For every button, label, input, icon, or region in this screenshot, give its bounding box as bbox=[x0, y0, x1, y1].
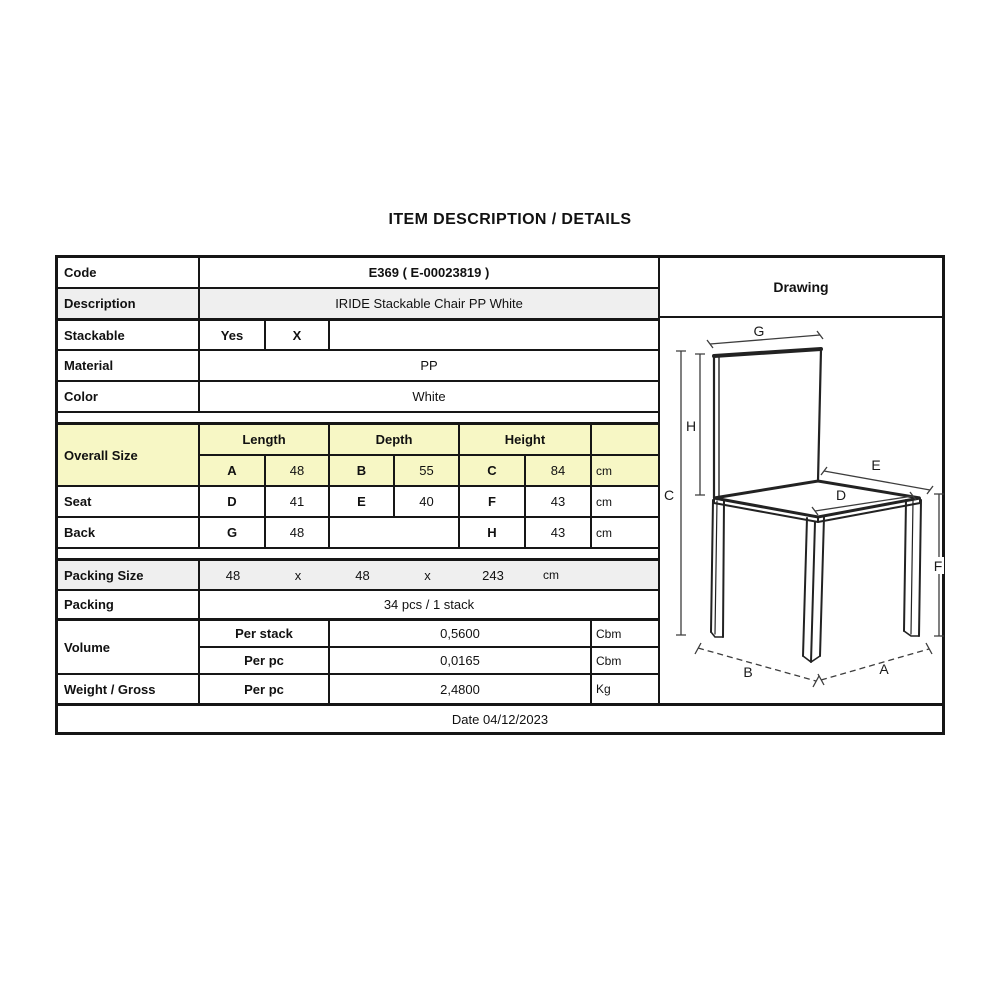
backrest-top-edge bbox=[714, 349, 821, 356]
dim-label-a: A bbox=[879, 661, 889, 677]
packing-value: 34 pcs / 1 stack bbox=[198, 591, 658, 618]
dim-label-h: H bbox=[685, 418, 697, 434]
chair-outline bbox=[711, 349, 921, 662]
leg-right-mid bbox=[911, 501, 913, 634]
overall-c-key: C bbox=[458, 456, 524, 485]
back-h-value: 43 bbox=[524, 518, 590, 547]
packing-size-height: 243 bbox=[482, 567, 504, 583]
leg-right-outer bbox=[904, 500, 906, 631]
back-h-key: H bbox=[458, 518, 524, 547]
row-packing-size bbox=[58, 558, 658, 589]
seat-d-value: 41 bbox=[264, 487, 328, 516]
size-header-depth: Depth bbox=[328, 425, 458, 454]
leg-back-left-foot bbox=[711, 632, 723, 637]
packing-size-unit: cm bbox=[543, 568, 559, 582]
leg-front-mid-edge bbox=[811, 522, 815, 662]
leg-back-left-inner bbox=[723, 500, 724, 637]
packing-size-x1: x bbox=[294, 567, 302, 583]
dim-label-d: D bbox=[835, 487, 847, 503]
seat-label: Seat bbox=[64, 494, 92, 509]
row-material bbox=[58, 349, 658, 380]
drawing-panel bbox=[658, 258, 942, 703]
back-g-value: 48 bbox=[264, 518, 328, 547]
leg-front-right-edge bbox=[820, 517, 824, 656]
leg-right-inner bbox=[919, 500, 921, 636]
row-seat bbox=[58, 485, 658, 516]
row-stackable bbox=[58, 318, 658, 349]
volume-per-stack-value: 0,5600 bbox=[328, 621, 590, 646]
material-label: Material bbox=[64, 358, 114, 373]
stackable-answer: Yes bbox=[198, 321, 264, 349]
seat-d-key: D bbox=[198, 487, 264, 516]
seat-e-key: E bbox=[328, 487, 393, 516]
back-g-key: G bbox=[198, 518, 264, 547]
dim-label-e: E bbox=[871, 457, 881, 473]
seat-unit: cm bbox=[590, 487, 658, 516]
weight-value: 2,4800 bbox=[328, 675, 590, 703]
leg-front-left-edge bbox=[803, 518, 807, 656]
description-value: IRIDE Stackable Chair PP White bbox=[198, 289, 658, 318]
overall-size-label: Overall Size bbox=[58, 422, 198, 485]
back-empty-cell bbox=[328, 518, 458, 547]
description-label: Description bbox=[64, 296, 136, 311]
dim-line-b bbox=[698, 648, 816, 681]
stackable-empty-cell bbox=[328, 321, 658, 349]
back-unit: cm bbox=[590, 518, 658, 547]
row-color bbox=[58, 380, 658, 411]
dim-ticks-a bbox=[818, 643, 932, 685]
seat-top bbox=[714, 481, 920, 517]
color-label: Color bbox=[64, 389, 98, 404]
overall-c-value: 84 bbox=[524, 456, 590, 485]
row-size-header bbox=[198, 422, 658, 454]
chair-drawing-svg bbox=[660, 318, 944, 703]
dim-line-a bbox=[821, 649, 929, 680]
packing-label: Packing bbox=[64, 597, 114, 612]
page-title: ITEM DESCRIPTION / DETAILS bbox=[388, 211, 632, 228]
code-label: Code bbox=[64, 265, 97, 280]
backrest-right-edge bbox=[818, 349, 821, 481]
size-header-length: Length bbox=[198, 425, 328, 454]
overall-unit: cm bbox=[590, 456, 658, 485]
row-weight bbox=[58, 673, 658, 703]
seat-f-key: F bbox=[458, 487, 524, 516]
material-value: PP bbox=[198, 351, 658, 380]
volume-per-pc-label: Per pc bbox=[198, 648, 328, 673]
dim-label-b: B bbox=[743, 664, 753, 680]
volume-per-pc-value: 0,0165 bbox=[328, 648, 590, 673]
packing-size-depth: 48 bbox=[355, 567, 370, 583]
back-label: Back bbox=[64, 525, 96, 540]
dim-label-f: F bbox=[933, 558, 943, 574]
spec-table bbox=[55, 255, 945, 735]
packing-size-x2: x bbox=[424, 567, 431, 583]
row-volume-per-stack bbox=[198, 618, 658, 646]
packing-size-width: 48 bbox=[225, 567, 241, 583]
overall-a-key: A bbox=[198, 456, 264, 485]
weight-sub-label: Per pc bbox=[198, 675, 328, 703]
spacer-row bbox=[58, 411, 658, 422]
volume-per-stack-label: Per stack bbox=[198, 621, 328, 646]
dim-label-g: G bbox=[753, 323, 765, 339]
leg-back-left-mid bbox=[715, 501, 717, 634]
overall-b-key: B bbox=[328, 456, 393, 485]
spacer-row bbox=[58, 547, 658, 558]
volume-per-pc-unit: Cbm bbox=[590, 648, 658, 673]
chair-drawing bbox=[660, 318, 944, 703]
stackable-label: Stackable bbox=[64, 327, 125, 343]
size-header-unit-cell bbox=[590, 425, 658, 454]
seat-f-value: 43 bbox=[524, 487, 590, 516]
stackable-mark: X bbox=[264, 321, 328, 349]
weight-unit: Kg bbox=[590, 675, 658, 703]
seat-e-value: 40 bbox=[393, 487, 458, 516]
row-back bbox=[58, 516, 658, 547]
row-volume-per-pc bbox=[198, 646, 658, 673]
packing-size-value bbox=[198, 561, 658, 589]
drawing-title: Drawing bbox=[660, 258, 942, 318]
color-value: White bbox=[198, 382, 658, 411]
volume-label: Volume bbox=[58, 618, 198, 673]
volume-per-stack-unit: Cbm bbox=[590, 621, 658, 646]
code-value: E369 ( E-00023819 ) bbox=[198, 258, 658, 287]
packing-size-label: Packing Size bbox=[64, 567, 144, 583]
overall-a-value: 48 bbox=[264, 456, 328, 485]
weight-label: Weight / Gross bbox=[64, 681, 156, 697]
date-row: Date 04/12/2023 bbox=[58, 703, 942, 732]
row-description bbox=[58, 287, 658, 318]
row-code bbox=[58, 258, 658, 287]
row-packing bbox=[58, 589, 658, 618]
overall-b-value: 55 bbox=[393, 456, 458, 485]
leg-back-left-outer bbox=[711, 500, 713, 632]
size-header-height: Height bbox=[458, 425, 590, 454]
row-overall-size bbox=[198, 454, 658, 485]
dim-label-c: C bbox=[663, 487, 675, 503]
dim-line-g bbox=[710, 335, 820, 344]
